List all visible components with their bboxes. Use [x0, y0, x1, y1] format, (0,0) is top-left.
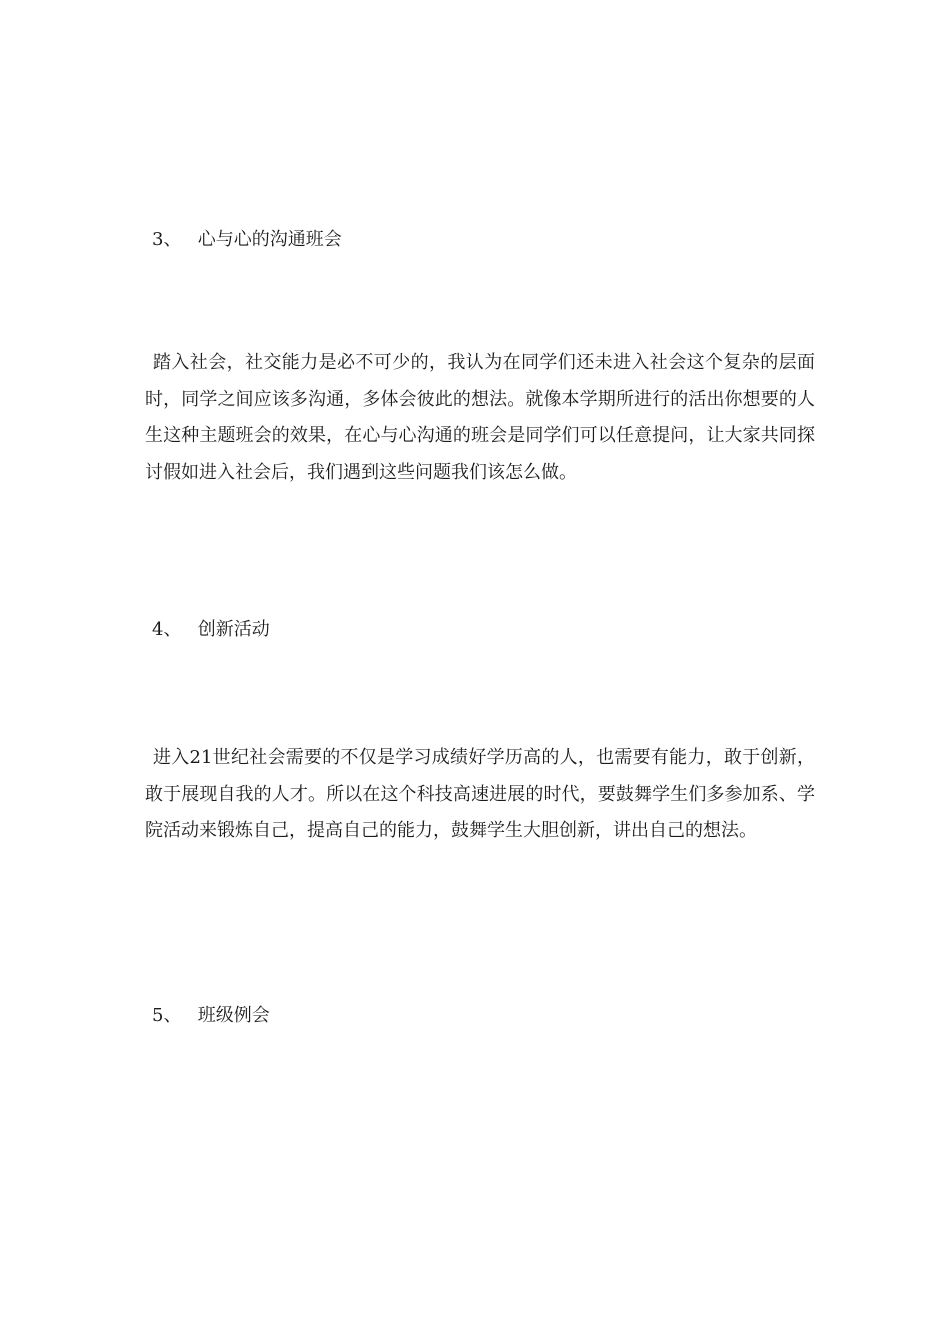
section-number: 4、 — [152, 619, 182, 640]
section-title: 创新活动 — [197, 619, 270, 640]
section-heading-5 — [152, 1004, 270, 1028]
section-title: 班级例会 — [197, 1005, 270, 1026]
section-title: 心与心的沟通班会 — [197, 229, 342, 250]
section-heading-4 — [152, 618, 270, 642]
section-number: 3、 — [152, 229, 182, 250]
section-paragraph-3: 踏入社会，社交能力是必不可少的，我认为在同学们还未进入社会这个复杂的层面时，同学之间应该多沟通，多体会彼此的想法。就像本学期所进行的活出你想要的人生这种主题班会的效果，在心与心沟通的班会是同学们可以任意提问，让大家共同探讨假如进入社会后，我们遇到这些问题我们该怎么做。 — [145, 352, 815, 483]
section-heading-3 — [152, 228, 342, 252]
section-paragraph-4: 进入21世纪社会需要的不仅是学习成绩好学历高的人，也需要有能力，敢于创新，敢于展现自我的人才。所以在这个科技高速进展的时代，要鼓舞学生们多参加系、学院活动来锻炼自己，提高自己的能力，鼓舞学生大胆创新，讲出自己的想法。 — [145, 747, 815, 841]
section-number: 5、 — [152, 1005, 182, 1026]
